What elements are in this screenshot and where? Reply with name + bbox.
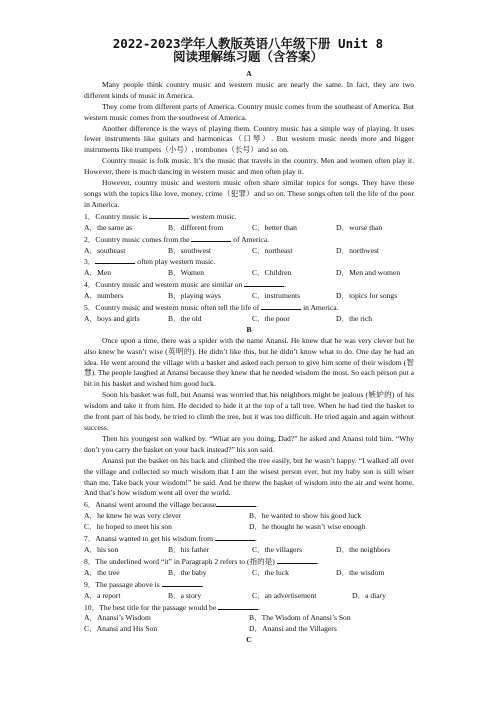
document-title: 2022-2023学年人教版英语八年级下册 Unit 8 xyxy=(112,36,384,51)
question-stem: 5．Country music and western music often tell the life of in America. xyxy=(84,303,339,313)
section-a-label: A xyxy=(246,69,252,78)
option-c: C．Children xyxy=(252,268,292,278)
option-d: D．Anansi and the Villagers xyxy=(249,624,337,634)
document-body xyxy=(84,69,414,646)
answer-blank xyxy=(215,533,255,541)
question-options xyxy=(84,545,414,556)
question-options xyxy=(84,511,414,522)
option-a: A．a report xyxy=(84,590,121,600)
option-a: A．numbers xyxy=(84,291,124,301)
option-b: B．his father xyxy=(168,544,210,554)
option-d: D．he thought he wasn’t wise enough xyxy=(249,522,366,532)
question-options xyxy=(84,268,414,279)
option-c: C．instruments xyxy=(252,291,301,301)
option-a: A．southeast xyxy=(84,245,126,255)
option-a: A．Men xyxy=(84,268,111,278)
option-a: A．his son xyxy=(84,544,119,554)
question-options xyxy=(84,591,414,602)
option-c: C．northeast xyxy=(252,245,293,255)
question-options xyxy=(84,314,414,325)
question-stem: 8．The underlined word “it” in Paragraph 2 refers to (指的是) . xyxy=(84,556,319,566)
option-b: B．the baby xyxy=(168,567,207,577)
option-d: D．northwest xyxy=(336,245,380,255)
passage-b-paragraph: Anansi put the basket on his back and climbed the tree easily, but he wasn’t happy. “I walked all over the village and collected so much wisdom that I am the wisest person ever, but my baby son is still wiser than me. Take back your wisdom!” he said. And he threw the basket of wisdom into the air and went home. And that’s how wisdom went all over the world. xyxy=(84,455,414,498)
answer-blank xyxy=(218,602,258,610)
answer-blank xyxy=(244,279,284,287)
option-d: D．the wisdom xyxy=(336,567,385,577)
option-c: C．better than xyxy=(252,222,297,232)
question-options xyxy=(84,568,414,579)
option-d: D．the rich xyxy=(336,313,373,323)
option-b: B．Women xyxy=(168,268,205,278)
passage-a-paragraph: Many people think country music and western music are nearly the same. In fact, they are two different kinds of music in America. xyxy=(84,79,414,100)
option-b: B．the old xyxy=(168,313,202,323)
option-a: A．Anansi’s Wisdom xyxy=(84,613,151,623)
option-b: B．The Wisdom of Anansi’s Son xyxy=(249,613,351,623)
option-c: C．the poor xyxy=(252,313,290,323)
answer-blank xyxy=(191,234,231,242)
option-a: A．the tree xyxy=(84,567,120,577)
option-c: C．an advertisement xyxy=(252,590,317,600)
question-stem: 10．The best title for the passage would be . xyxy=(84,602,261,612)
option-b: B．a story xyxy=(168,590,202,600)
option-d: D．a diary xyxy=(352,590,386,600)
option-b: B．southwest xyxy=(168,245,212,255)
question-stem: 2．Country music comes from the of America. xyxy=(84,234,270,244)
option-a: A．he knew he was very clever xyxy=(84,511,182,521)
option-a: A．boys and girls xyxy=(84,313,140,323)
answer-blank xyxy=(261,302,301,310)
document-subtitle: 阅读理解练习题（含答案） xyxy=(172,49,323,64)
option-b: B．different from xyxy=(168,222,224,232)
section-b-label: B xyxy=(246,324,252,334)
option-c: C．the luck xyxy=(252,567,289,577)
passage-a-paragraph: Another difference is the ways of playing them. Country music has a simple way of playing. It uses fewer instruments like guitars and harmonicas（口琴）. But western music needs more and bigger instruments like trumpets（小号）, trombones（长号）and so on. xyxy=(84,123,414,155)
question-options xyxy=(84,291,414,302)
passage-b-paragraph: Then his youngest son walked by. “What are you doing, Dad?” he asked and Anansi told him. “Why don’t you carry the basket on your back instead?” his son said. xyxy=(84,433,414,454)
option-d: D．the neighbors xyxy=(336,544,391,554)
option-d: D．Men and women xyxy=(336,268,401,278)
answer-blank xyxy=(95,256,135,264)
question-options xyxy=(84,246,414,257)
option-d: D．topics for songs xyxy=(336,291,398,301)
question-stem: 3． often play western music. xyxy=(84,257,216,267)
answer-blank xyxy=(149,211,189,219)
option-b: B．playing ways xyxy=(168,291,221,301)
question-options xyxy=(84,223,414,234)
question-stem: 9．The passage above is . xyxy=(84,579,204,589)
passage-b-paragraph: Soon his basket was full, but Anansi was worried that his neighbors might be jealous (嫉妒的) of his wisdom and take it from him. He decided to hide it at the top of a tall tree. When he had tied the basket to the front part of his body, he tried to climb the tree, but it was too difficult. He tried again and again without success. xyxy=(84,390,414,432)
question-stem: 6．Anansi went around the village because . xyxy=(84,500,259,510)
answer-blank xyxy=(216,499,256,507)
question-stem: 4．Country music and western music are similar on . xyxy=(84,280,287,290)
section-c-label: C xyxy=(246,635,252,645)
passage-a-paragraph: Country music is folk music. It’s the music that travels in the country. Men and women often play it. However, there is much dancing in western music and men often play it. xyxy=(84,156,414,177)
option-d: D．worse than xyxy=(336,222,383,232)
option-c: C．he hoped to meet his son xyxy=(84,522,172,532)
passage-b-paragraph: Once upon a time, there was a spider with the name Anansi. He knew that he was very clever but he also knew he wasn’t wise (英明的). He didn’t like this, but he didn’t know what to do. One day he had an idea. He went around the village with a basket and asked each person to give him some of their wisdom (智慧). The people laughed at Anansi because they knew that he needed wisdom the most. So each person put a bit in his basket and wished him good luck. xyxy=(84,335,414,389)
question-options xyxy=(84,624,414,635)
option-c: C．Anansi and His Son xyxy=(84,624,158,634)
question-stem: 7．Anansi wanted to get his wisdom from . xyxy=(84,534,257,544)
option-c: C．the villagers xyxy=(252,544,302,554)
question-options xyxy=(84,522,414,533)
question-stem: 1．Country music is western music. xyxy=(84,211,237,221)
passage-a-paragraph: However, country music and western music often share similar topics for songs. They have these songs with the topics like love, money, crime（犯罪）and so on. These songs often tell the life of the poor in America. xyxy=(84,178,414,209)
option-a: A．the same as xyxy=(84,222,133,232)
passage-a-paragraph: They come from different parts of America. Country music comes from the southeast of America. But western music comes from the southwest of America. xyxy=(84,101,414,122)
answer-blank xyxy=(162,579,202,587)
answer-blank xyxy=(277,556,317,564)
option-b: B．he wanted to show his good luck xyxy=(249,511,362,521)
question-options xyxy=(84,613,414,624)
